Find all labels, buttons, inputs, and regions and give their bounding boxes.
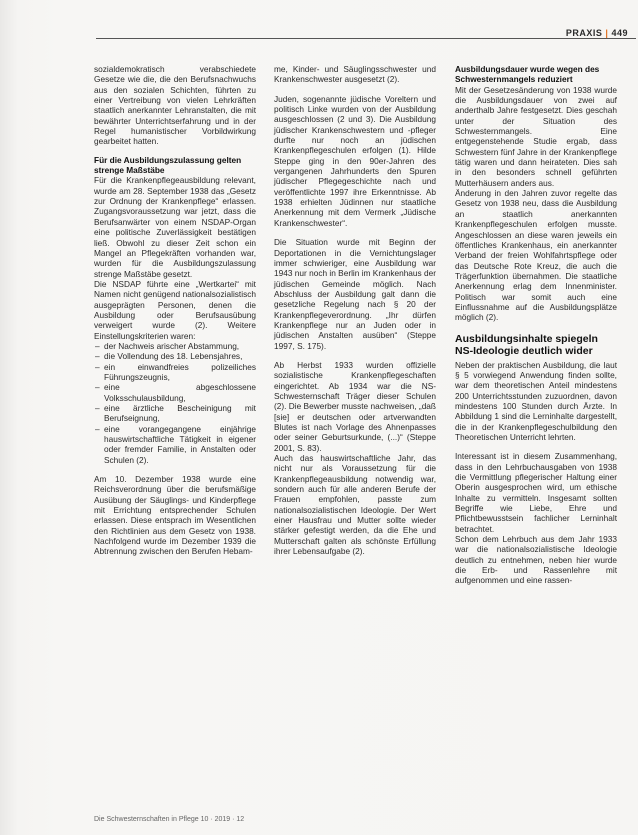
spacer [274,85,436,94]
spacer [94,465,256,474]
footer: Die Schwesternschaften in Pflege 10 · 2019 · 12 [94,816,245,823]
column-3 [455,64,617,586]
column-1 [94,64,256,557]
list-item: – der Nachweis arischer Abstammung, [104,341,256,351]
list-item: – eine vorangegangene einjährige hauswirtschaftliche Tätigkeit in eigener oder fremder Familie, in Anstalten oder Schulen (2). [104,424,256,465]
column-2 [274,64,436,556]
list-item: – die Vollendung des 18. Lebensjahres, [104,351,256,361]
column3-paragraph-4: Interessant ist in diesem Zusammenhang, dass in den Lehrbuchausgaben von 1938 die Vermittlung pflegerischer Haltung einer Oberin ausgesprochen wird, um ethische Inhalte zu vermitteln. Insgesamt sollten Begriffe wie Liebe, Ehre und Pflichtbewusstsein fachlicher Lerninhalt betrachtet. [455,451,617,534]
section-label: PRAXIS [565,28,603,38]
list-item: – eine abgeschlossene Volksschulausbildung, [104,382,256,403]
column3-heading-1: Ausbildungsdauer wurde wegen des Schwesternmangels reduziert [455,64,600,85]
column3-paragraph-2: Änderung in den Jahren zuvor regelte das Gesetz von 1938 neu, dass die Ausbildung an staatlich anerkannten Krankenpflegeschulen erfolgen musste. Angeschlossen an diese waren jeweils ein öffentliches Krankenhaus, ein anerkannter Verband der freien Wohlfahrtspflege oder das Deutsche Rote Kreuz, die auch die Trägerfunktion übernahmen. Die staatliche Anerkennung erlag dem Innenminister. Politisch war somit auch eine Einflussnahme auf die Ausbildungsplätze möglich (2). [455,188,617,323]
column3-paragraph-3: Neben der praktischen Ausbildung, die laut § 5 vorwiegend Anwendung finden sollte, war dem theoretischen Anteil mindestens 200 Unterrichtsstunden zuzuordnen, davon mindestens 100 Stunden durch Ärzte. In Abbildung 1 sind die Lerninhalte dargestellt, die in der Krankenpflegeschulbildung den Theoretischen Unterricht lehrten. [455,359,617,442]
header-separator: | [605,28,609,38]
spacer [455,442,617,451]
running-header [566,28,628,38]
list-item: – ein einwandfreies polizeiliches Führungszeugnis, [104,362,256,383]
header-rule [96,38,636,39]
column2-paragraph-2: Juden, sogenannte jüdische Voreltern und politisch Linke wurden von der Ausbildung ausgeschlossen (2 und 3). Die Ausbildung jüdischer Krankenschwestern und -pfleger durfte nur noch an jüdischen Krankenpflegeschulen erfolgen (1). Hilde Steppe ging in den 90er-Jahren des vergangenen Jahrhunderts den Spuren jüdischer Pflegegeschichte nach und veröffentlichte 1997 ihre Erkenntnisse. Ab 1938 erhielten Jüdinnen nur staatliche Anerkennung mit dem Vermerk „Jüdische Krankenschwester“. [274,93,436,228]
spacer [274,351,436,360]
spacer [274,228,436,237]
column3-paragraph-5: Schon dem Lehrbuch aus dem Jahr 1933 war die nationalsozialistische Ideologie deutlich zu entnehmen, neben hier wurde die Erb- und Rassenlehre mit aufgenommen und eine rassen- [455,534,617,586]
column2-paragraph-3: Die Situation wurde mit Beginn der Deportationen in die Vernichtungslager immer schwieriger, eine Ausbildung war 1943 nur noch in Berlin im Krankenhaus der jüdischen Gemeinde möglich. Nach Abschluss der Ausbildung galt dann die gesetzliche Regelung nach § 20 der Krankenpflegeverordnung. „Ihr dürfen Krankenpflege nur an Juden oder in jüdischen Anstalten ausüben“ (Steppe 1997, S. 175). [274,237,436,351]
page-number: 449 [611,28,628,38]
column2-paragraph-5: Auch das hauswirtschaftliche Jahr, das nicht nur als Voraussetzung für die Krankenpflegeausbildung notwendig war, sondern auch für alle anderen Berufe der Frauen empfohlen, passte zum nationalsozialistischen Ideologie. Der Wert einer Hausfrau und Mutter sollte wieder stärker gefestigt werden, da die Ehe und Mutterschaft galten als schönste Erfüllung ihrer Lebensaufgabe (2). [274,453,436,557]
column1-paragraph-1: Für die Krankenpflegeausbildung relevant, wurde am 28. September 1938 das „Gesetz zur Ordnung der Krankenpflege“ erlassen. Zugangsvoraussetzung war jetzt, dass die Berufsanwärter von einem NSDAP-Organ eine politische Zuverlässigkeit bestätigen ließ. Obwohl zu dieser Zeit schon ein Mangel an Pflegekräften vorhanden war, wurden für die Ausbildungszulassung strenge Maßstäbe gesetzt. [94,175,256,279]
column2-paragraph-4: Ab Herbst 1933 wurden offizielle sozialistische Krankenpflegeschaften eingerichtet. Ab 1934 war die NS-Schwesternschaft Träger dieser Schulen (2). Die Bewerber musste nachweisen, „daß [sie] er deutschen oder artverwandten Blutes ist nach Vorlage des Ahnenpasses oder seiner Geburtsurkunde, (...)“ (Steppe 2001, S. 83). [274,359,436,453]
column1-intro: sozialdemokratisch verabschiedete Gesetze wie die, die den Berufsnachwuchs aus den sozialen Schichten, führten zu einer Vertreibung von vielen Lehrkräften staatlich anerkannter Lehranstalten, die mit bewährter Unterrichtserfahrung und in der Regel humanistischer Vorbildwirkung gearbeitet hatten. [94,64,256,147]
column3-paragraph-1: Mit der Gesetzesänderung von 1938 wurde die Ausbildungsdauer von zwei auf anderthalb Jahre festgesetzt. Dies geschah unter der Situation des Schwesternmangels. Eine entgegenstehende Studie ergab, dass Schwestern fünf Jahre in der Krankenpflege tätig waren und dann heirateten. Dies sah in den besonders schnell geführten Mutterhäusern anders aus. [455,84,617,188]
column1-heading: Für die Ausbildungszulassung gelten strenge Maßstäbe [94,154,242,176]
column1-paragraph-3: Am 10. Dezember 1938 wurde eine Reichsverordnung über die berufsmäßige Ausübung der Säuglings- und Kinderpflege mit Errichtung entsprechender Schulen erlassen. Diese entsprach im Wesentlichen den Richtlinien aus dem Gesetz von 1938. Nachfolgend wurde im Dezember 1939 die Abtrennung zwischen den Berufen Hebam- [94,474,256,557]
criteria-list [94,341,256,465]
column1-paragraph-2: Die NSDAP führte eine „Wertkartei“ mit Namen nicht genügend nationalsozialistisch ausgeprägten Personen, denen die Ausbildung oder Berufsausübung verweigert wurde (2). Weitere Einstellungskriterien waren: [94,278,256,341]
column3-heading-2: Ausbildungsinhalte spiegeln NS-Ideologie deutlich wider [455,332,598,358]
column2-paragraph-1: me, Kinder- und Säuglingsschwester und Krankenschwester ausgesetzt (2). [274,64,436,85]
list-item: – eine ärztliche Bescheinigung mit Berufseignung, [104,403,256,424]
